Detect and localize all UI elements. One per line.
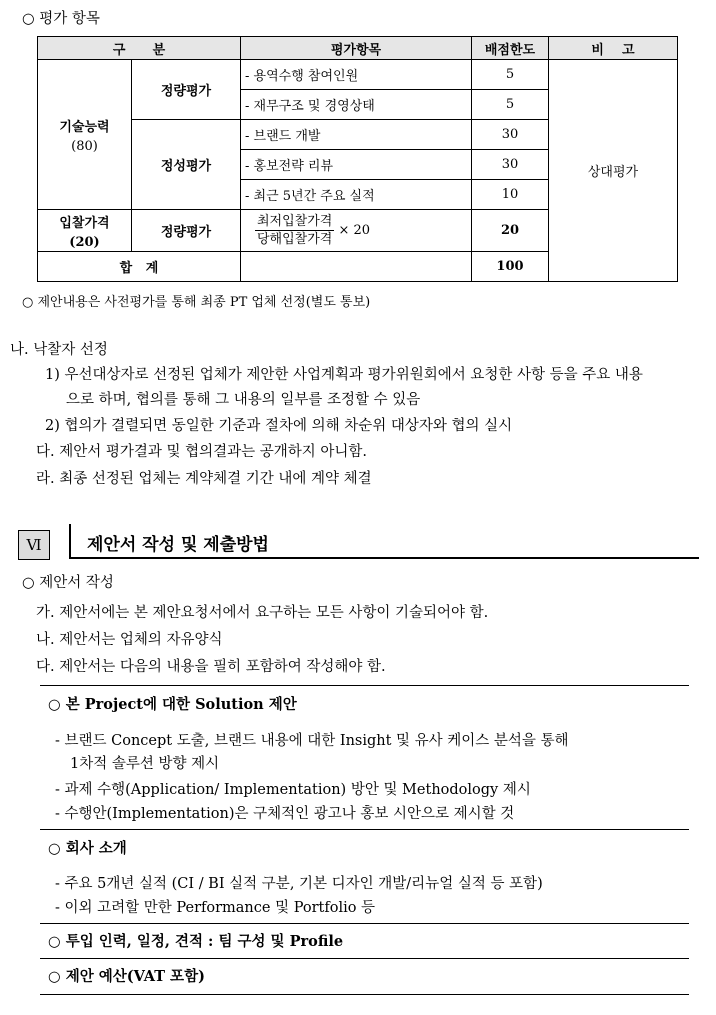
header-remark: 비 고 <box>549 37 678 60</box>
eval-score: 10 <box>472 180 549 210</box>
price-formula <box>241 210 472 252</box>
proposal-item-da: 다. 제안서는 다음의 내용을 필히 포함하여 작성해야 함. <box>36 659 386 675</box>
section-title: 제안서 작성 및 제출방법 <box>87 535 269 555</box>
box-divider <box>40 994 689 995</box>
proposal-item-na: 나. 제안서는 업체의 자유양식 <box>36 632 223 648</box>
formula-denominator: 당해입찰가격 <box>257 232 333 247</box>
box-divider <box>40 958 689 959</box>
section-na-item1-line1: 1) 우선대상자로 선정된 업체가 제안한 사업계획과 평가위원회에서 요청한 사항 등을 주요 내용 <box>45 367 643 383</box>
section-na-item2: 2) 협의가 결렬되면 동일한 기준과 절차에 의해 차순위 대상자와 협의 실시 <box>45 418 513 434</box>
box1-bullet1-line2: 1차적 솔루션 방향 제시 <box>70 756 220 772</box>
box2-bullet2: - 이외 고려할 만한 Performance 및 Portfolio 등 <box>55 900 376 916</box>
eval-score: 30 <box>472 150 549 180</box>
section-da: 다. 제안서 평가결과 및 협의결과는 공개하지 아니함. <box>36 444 368 460</box>
box2-bullet1: - 주요 5개년 실적 (CI / BI 실적 구분, 기본 디자인 개발/리뉴얼 실적 등 포함) <box>55 876 543 892</box>
section-na-heading: 나. 낙찰자 선정 <box>10 342 108 358</box>
group-points: (80) <box>71 138 98 154</box>
section-ra: 라. 최종 선정된 업체는 계약체결 기간 내에 계약 체결 <box>36 471 372 487</box>
sub-qualitative: 정성평가 <box>132 120 241 210</box>
group-tech-capability <box>38 60 132 210</box>
remark-cell: 상대평가 <box>549 60 678 282</box>
eval-score: 5 <box>472 90 549 120</box>
formula-numerator: 최저입찰가격 <box>257 214 333 229</box>
table-header-row <box>38 37 678 60</box>
sub-quantitative-price: 정량평가 <box>132 210 241 252</box>
group-points: (20) <box>69 234 100 250</box>
table-row <box>38 60 678 90</box>
box1-bullet2: - 과제 수행(Application/ Implementation) 방안 및 Methodology 제시 <box>55 782 531 798</box>
section-number-box: Ⅵ <box>18 530 50 560</box>
formula-fraction <box>255 213 334 248</box>
section-underline <box>69 557 699 559</box>
box-divider <box>40 829 689 830</box>
proposal-writing-heading: ○ 제안서 작성 <box>22 575 114 591</box>
box2-title: ○ 회사 소개 <box>48 840 127 857</box>
box-divider <box>40 685 689 686</box>
section-na-item1-line2: 으로 하며, 협의를 통해 그 내용의 일부를 조정할 수 있음 <box>66 392 421 408</box>
eval-score: 5 <box>472 60 549 90</box>
sub-quantitative: 정량평가 <box>132 60 241 120</box>
total-empty <box>241 252 472 282</box>
group-label: 입찰가격 <box>59 215 110 231</box>
header-score-limit: 배점한도 <box>472 37 549 60</box>
eval-item: - 용역수행 참여인원 <box>241 60 472 90</box>
total-score: 100 <box>472 252 549 282</box>
evaluation-table <box>37 36 678 282</box>
proposal-item-ga: 가. 제안서에는 본 제안요청서에서 요구하는 모든 사항이 기술되어야 함. <box>36 605 489 621</box>
eval-score: 20 <box>472 210 549 252</box>
header-eval-item: 평가항목 <box>241 37 472 60</box>
eval-score: 30 <box>472 120 549 150</box>
eval-item: - 브랜드 개발 <box>241 120 472 150</box>
box1-title: ○ 본 Project에 대한 Solution 제안 <box>48 696 297 713</box>
section-divider-bar <box>69 524 71 558</box>
eval-item: - 재무구조 및 경영상태 <box>241 90 472 120</box>
formula-multiplier: × 20 <box>338 223 371 238</box>
box4-title: ○ 제안 예산(VAT 포함) <box>48 968 205 985</box>
eval-heading: ○ 평가 항목 <box>22 11 100 27</box>
group-bid-price <box>38 210 132 252</box>
box3-title: ○ 투입 인력, 일정, 견적 : 팀 구성 및 Profile <box>48 933 344 950</box>
box1-bullet3: - 수행안(Implementation)은 구체적인 광고나 홍보 시안으로 제시할 것 <box>55 806 515 822</box>
box-divider <box>40 923 689 924</box>
group-label: 기술능력 <box>59 119 110 135</box>
header-category: 구 분 <box>38 37 241 60</box>
eval-item: - 최근 5년간 주요 실적 <box>241 180 472 210</box>
eval-item: - 홍보전략 리뷰 <box>241 150 472 180</box>
eval-note: ○ 제안내용은 사전평가를 통해 최종 PT 업체 선정(별도 통보) <box>22 295 371 310</box>
box1-bullet1-line1: - 브랜드 Concept 도출, 브랜드 내용에 대한 Insight 및 유사 케이스 분석을 통해 <box>55 733 569 749</box>
total-label: 합 계 <box>38 252 241 282</box>
